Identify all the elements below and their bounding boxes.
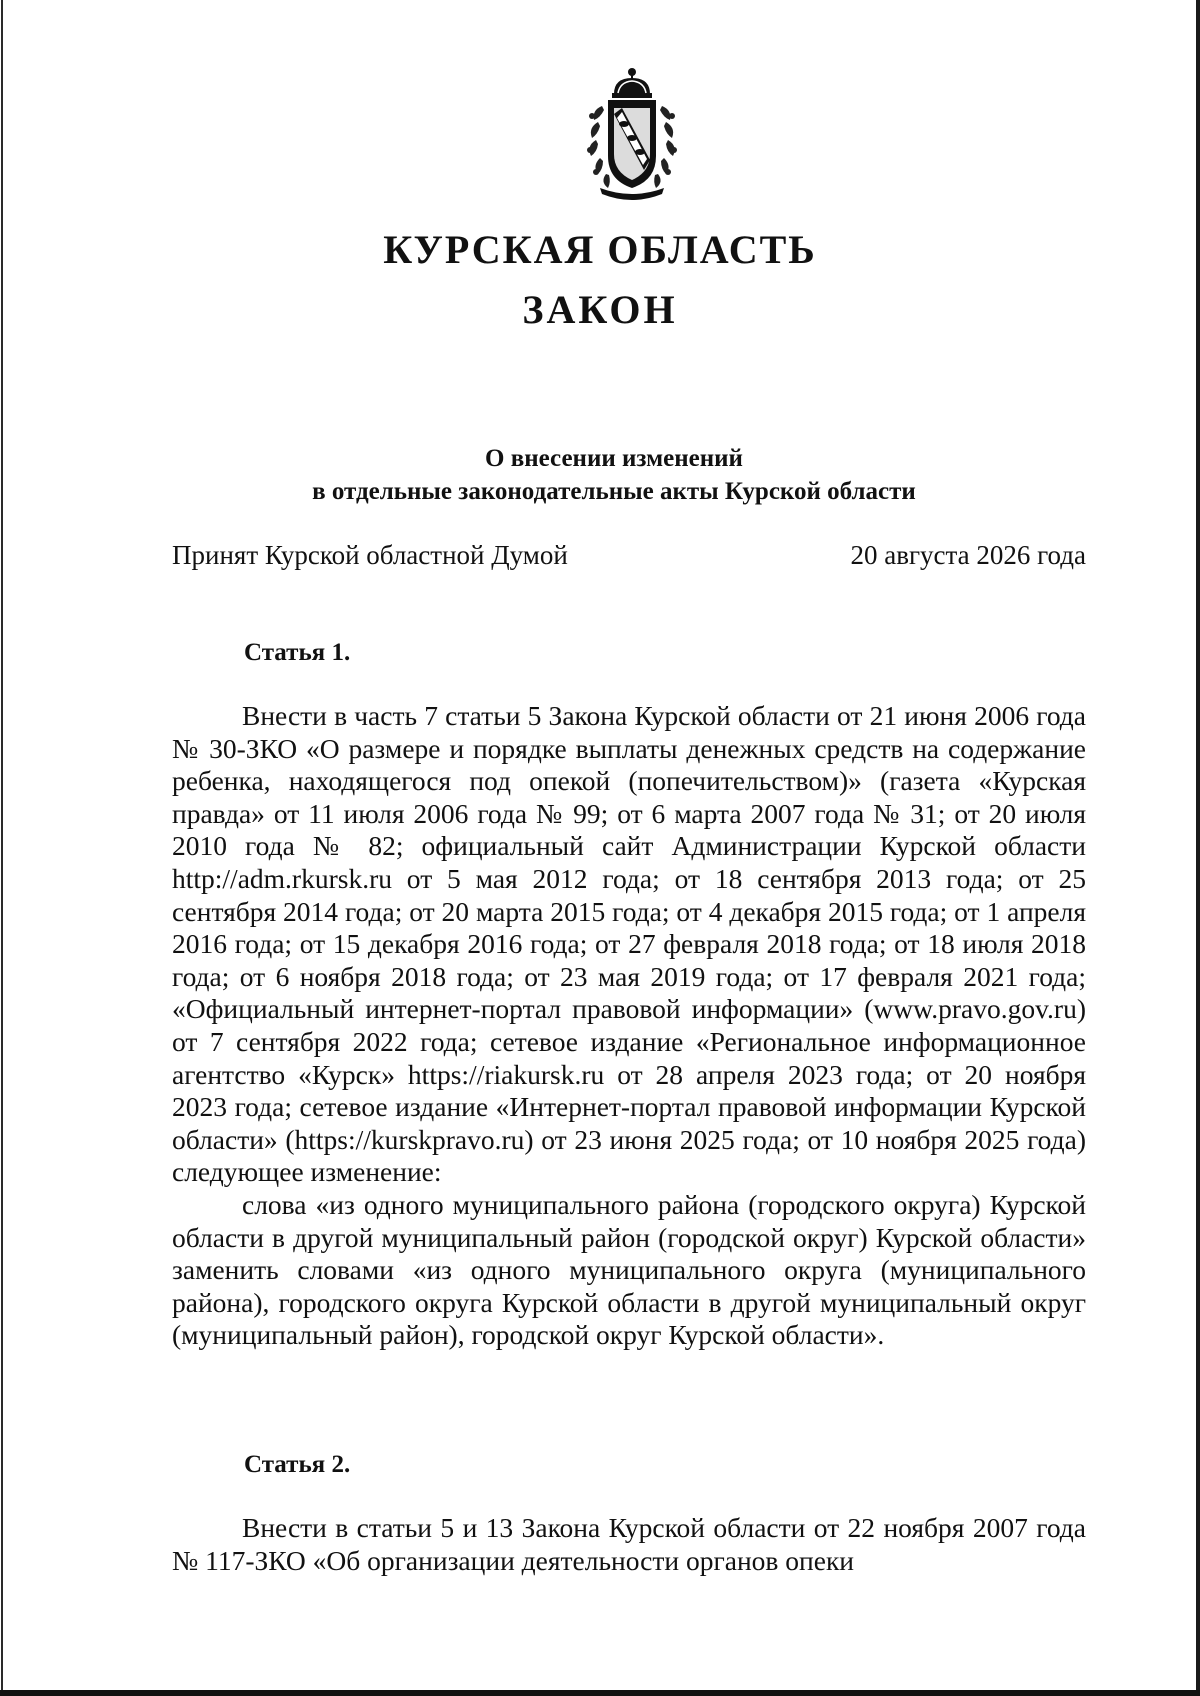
adopted-by: Принят Курской областной Думой [172, 540, 568, 570]
document-type-title: ЗАКОН [522, 287, 678, 332]
law-subject-line-2: в отдельные законодательные акты Курской области [312, 478, 916, 505]
adoption-line [172, 538, 1086, 572]
article-1-heading: Статья 1. [244, 639, 351, 666]
region-title: КУРСКАЯ ОБЛАСТЬ [383, 227, 817, 272]
article-2-body [172, 1512, 1086, 1577]
article-2-paragraph: Внести в статьи 5 и 13 Закона Курской области от 22 ноября 2007 года № 117-ЗКО «Об организации деятельности органов опеки [172, 1512, 1086, 1576]
article-1-body [172, 700, 1086, 1352]
coat-of-arms-icon [562, 64, 702, 204]
article-1-paragraph: Внести в часть 7 статьи 5 Закона Курской области от 21 июня 2006 года № 30-ЗКО «О размере и порядке выплаты денежных средств на содержание ребенка, находящегося под опекой (попечительством)» (газета «Курская правда» от 11 июля 2006 года № 99; от 6 марта 2007 года № 31; от 20 июля 2010 года № 82; официальный сайт Администрации Курской области http://adm.rkursk.ru от 5 мая 2012 года; от 18 сентября 2013 года; от 25 сентября 2014 года; от 20 марта 2015 года; от 4 декабря 2015 года; от 1 апреля 2016 года; от 15 декабря 2016 года; от 27 февраля 2018 года; от 18 июля 2018 года; от 6 ноября 2018 года; от 23 мая 2019 года; от 17 февраля 2021 года; «Официальный интернет-портал правовой информации» (www.pravo.gov.ru) от 7 сентября 2022 года; сетевое издание «Региональное информационное агентство «Курск» https://riakursk.ru от 28 апреля 2023 года; от 20 ноября 2023 года; сетевое издание «Интернет-портал правовой информации Курской области» (https://kurskpravo.ru) от 23 июня 2025 года; от 10 ноября 2025 года) следующее изменение: [172, 700, 1086, 1188]
scan-border-bottom [0, 1690, 1200, 1696]
article-1-paragraph: слова «из одного муниципального района (городского округа) Курской области в другой муниципальный район (городской округ) Курской области» заменить словами «из одного муниципального округа (муниципального района), городского округа Курской области в другой муниципальный округ (муниципальный район), городской округ Курской области». [172, 1188, 1086, 1351]
adoption-date: 20 августа 2026 года [850, 540, 1086, 570]
article-2-heading: Статья 2. [244, 1451, 351, 1478]
law-subject [0, 442, 1200, 508]
law-subject-line-1: О внесении изменений [485, 445, 743, 472]
